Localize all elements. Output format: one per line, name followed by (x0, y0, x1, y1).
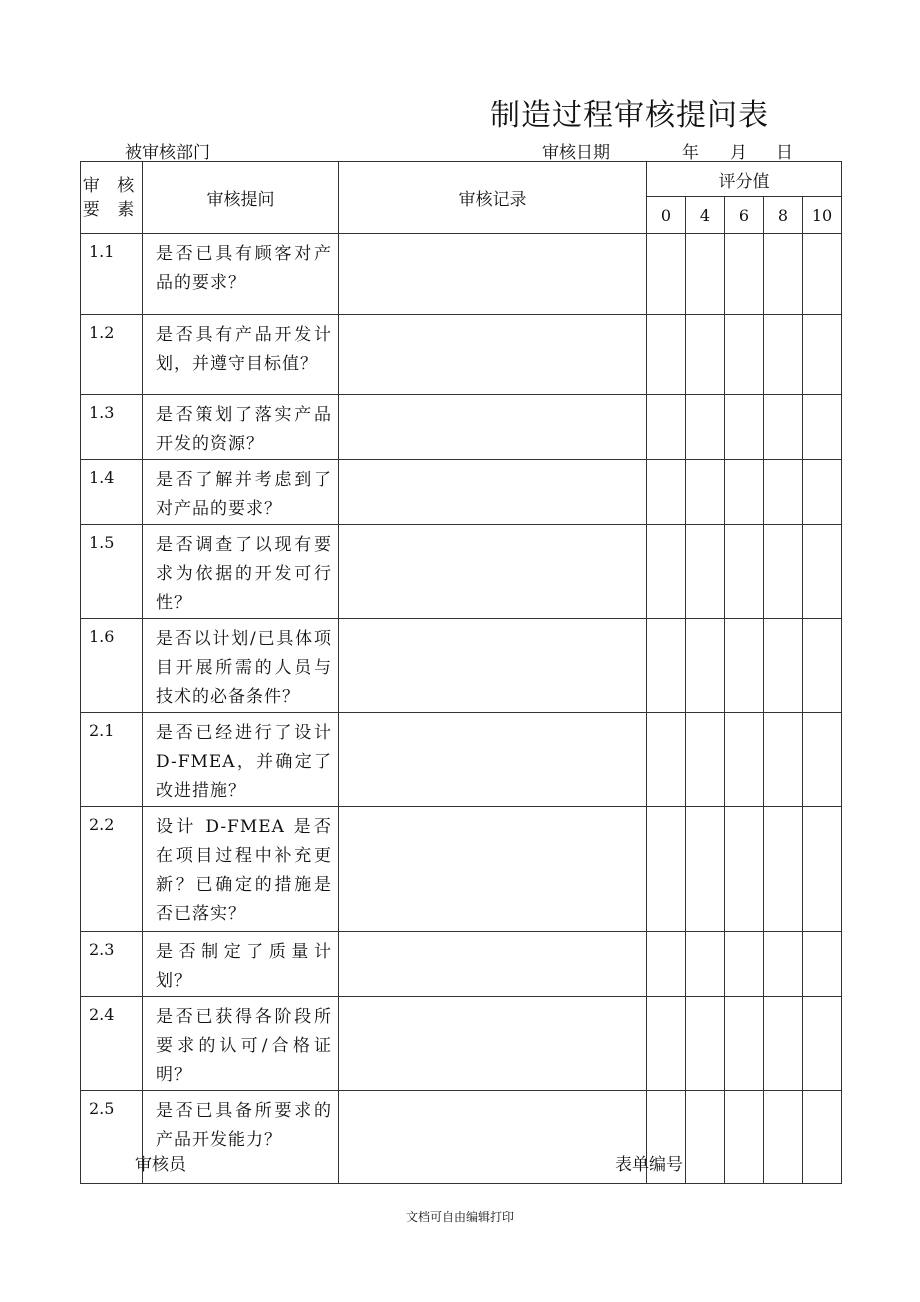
row-id: 2.5 (81, 1091, 143, 1184)
score-cell[interactable] (725, 395, 764, 460)
record-cell[interactable] (339, 997, 647, 1091)
row-id: 2.1 (81, 713, 143, 807)
record-cell[interactable] (339, 713, 647, 807)
row-id: 1.5 (81, 525, 143, 619)
row-question: 是否已获得各阶段所要求的认可/合格证明？ (143, 997, 339, 1091)
auditor-label: 审核员 (135, 1155, 186, 1175)
score-cell[interactable] (725, 234, 764, 315)
row-question: 是否策划了落实产品开发的资源？ (143, 395, 339, 460)
row-id: 1.4 (81, 460, 143, 525)
score-cell[interactable] (764, 395, 803, 460)
score-cell[interactable] (764, 713, 803, 807)
score-cell[interactable] (725, 619, 764, 713)
score-cell[interactable] (764, 1091, 803, 1184)
score-cell[interactable] (686, 932, 725, 997)
row-question: 是否具有产品开发计划，并遵守目标值？ (143, 315, 339, 395)
score-cell[interactable] (647, 932, 686, 997)
record-cell[interactable] (339, 525, 647, 619)
header-element (81, 162, 143, 234)
table-row (81, 460, 842, 525)
score-cell[interactable] (686, 807, 725, 932)
audit-date-label: 审核日期 (542, 143, 610, 163)
print-note: 文档可自由编辑打印 (405, 1210, 514, 1224)
row-question: 是否制定了质量计划？ (143, 932, 339, 997)
record-cell[interactable] (339, 234, 647, 315)
score-cell[interactable] (725, 1091, 764, 1184)
row-id: 1.2 (81, 315, 143, 395)
header-element-line1: 审 核 (82, 175, 141, 196)
header-score: 评分值 (647, 162, 842, 197)
score-cell[interactable] (764, 460, 803, 525)
score-cell[interactable] (647, 807, 686, 932)
score-0: 0 (647, 197, 686, 234)
score-cell[interactable] (803, 807, 842, 932)
page-title: 制造过程审核提问表 (490, 98, 769, 133)
score-cell[interactable] (686, 1091, 725, 1184)
row-question: 是否已经进行了设计D-FMEA，并确定了改进措施？ (143, 713, 339, 807)
score-cell[interactable] (725, 713, 764, 807)
row-id: 2.3 (81, 932, 143, 997)
score-cell[interactable] (725, 807, 764, 932)
score-cell[interactable] (647, 234, 686, 315)
score-cell[interactable] (725, 932, 764, 997)
header-question: 审核提问 (143, 162, 339, 234)
score-cell[interactable] (647, 460, 686, 525)
score-cell[interactable] (803, 619, 842, 713)
record-cell[interactable] (339, 1091, 647, 1184)
score-cell[interactable] (803, 525, 842, 619)
score-cell[interactable] (803, 932, 842, 997)
table-row (81, 713, 842, 807)
score-cell[interactable] (647, 997, 686, 1091)
month-label: 月 (730, 143, 747, 163)
score-8: 8 (764, 197, 803, 234)
row-id: 1.6 (81, 619, 143, 713)
score-4: 4 (686, 197, 725, 234)
score-cell[interactable] (686, 997, 725, 1091)
score-cell[interactable] (764, 997, 803, 1091)
score-cell[interactable] (803, 460, 842, 525)
table-row (81, 234, 842, 315)
score-6: 6 (725, 197, 764, 234)
score-cell[interactable] (725, 997, 764, 1091)
department-label: 被审核部门 (125, 143, 210, 163)
score-cell[interactable] (764, 807, 803, 932)
score-cell[interactable] (686, 460, 725, 525)
row-id: 1.1 (81, 234, 143, 315)
score-cell[interactable] (764, 619, 803, 713)
score-cell[interactable] (686, 619, 725, 713)
header-element-line2: 要 素 (82, 199, 141, 220)
score-cell[interactable] (686, 525, 725, 619)
row-question: 设计 D-FMEA 是否在项目过程中补充更新？已确定的措施是否已落实？ (143, 807, 339, 932)
table-row (81, 619, 842, 713)
record-cell[interactable] (339, 619, 647, 713)
score-cell[interactable] (764, 525, 803, 619)
score-10: 10 (803, 197, 842, 234)
score-cell[interactable] (803, 997, 842, 1091)
score-cell[interactable] (803, 713, 842, 807)
table-row (81, 1091, 842, 1184)
row-question: 是否以计划/已具体项目开展所需的人员与技术的必备条件？ (143, 619, 339, 713)
table-row (81, 315, 842, 395)
score-cell[interactable] (725, 315, 764, 395)
record-cell[interactable] (339, 932, 647, 997)
table-row (81, 932, 842, 997)
score-cell[interactable] (725, 460, 764, 525)
score-cell[interactable] (803, 234, 842, 315)
score-cell[interactable] (686, 315, 725, 395)
score-cell[interactable] (686, 713, 725, 807)
score-cell[interactable] (686, 234, 725, 315)
row-id: 2.4 (81, 997, 143, 1091)
score-cell[interactable] (686, 395, 725, 460)
row-id: 2.2 (81, 807, 143, 932)
score-cell[interactable] (647, 395, 686, 460)
score-cell[interactable] (803, 315, 842, 395)
year-label: 年 (682, 143, 699, 163)
table-row (81, 807, 842, 932)
score-cell[interactable] (803, 395, 842, 460)
table-row (81, 395, 842, 460)
row-question: 是否调查了以现有要求为依据的开发可行性？ (143, 525, 339, 619)
table-row (81, 525, 842, 619)
row-id: 1.3 (81, 395, 143, 460)
score-cell[interactable] (647, 315, 686, 395)
row-question: 是否了解并考虑到了对产品的要求？ (143, 460, 339, 525)
score-cell[interactable] (647, 619, 686, 713)
day-label: 日 (776, 143, 793, 163)
score-cell[interactable] (647, 713, 686, 807)
form-number-label: 表单编号 (615, 1155, 683, 1175)
record-cell[interactable] (339, 807, 647, 932)
record-cell[interactable] (339, 315, 647, 395)
row-question: 是否已具备所要求的产品开发能力？ (143, 1091, 339, 1184)
record-cell[interactable] (339, 460, 647, 525)
score-cell[interactable] (725, 525, 764, 619)
row-question: 是否已具有顾客对产品的要求？ (143, 234, 339, 315)
score-cell[interactable] (764, 234, 803, 315)
record-cell[interactable] (339, 395, 647, 460)
audit-question-table (80, 161, 842, 1184)
score-cell[interactable] (764, 932, 803, 997)
score-cell[interactable] (764, 315, 803, 395)
score-cell[interactable] (803, 1091, 842, 1184)
header-record: 审核记录 (339, 162, 647, 234)
table-row (81, 997, 842, 1091)
score-cell[interactable] (647, 525, 686, 619)
